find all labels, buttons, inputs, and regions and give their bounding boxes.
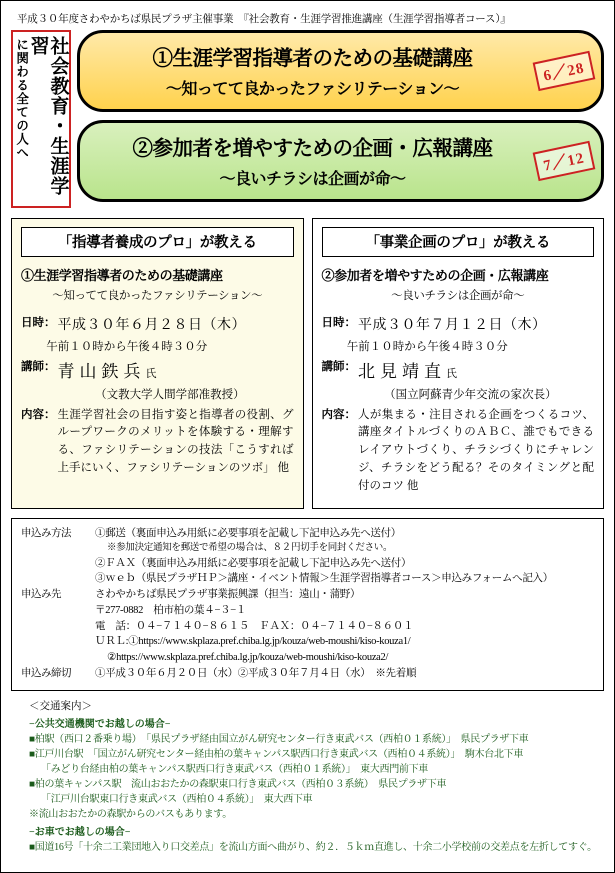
vertical-title-main: 社会教育・生涯学習: [27, 36, 69, 196]
course-1-content-label: 内容：: [21, 408, 56, 421]
banner-course-1: [77, 30, 604, 112]
course-1-date-label: 日時：: [21, 317, 56, 329]
banner-course-2: [77, 120, 604, 202]
course-detail-1: [11, 218, 304, 509]
apply-dest-tel: 電 話：０４−７１４０−８６１５ ＦＡＸ：０４−７１４０−８６０１: [95, 620, 414, 632]
course-1-lecturer-affil: （文教大学人間学部准教授）: [95, 388, 245, 401]
apply-method-label: 申込み方法: [21, 527, 71, 539]
banner-2-title: ②参加者を増やすための企画・広報講座: [132, 138, 493, 160]
course-2-date-value: 平成３０年７月１２日（木）: [358, 318, 547, 333]
apply-dest-org: さわやかちば県民プラザ事業振興課（担当：遠山・蒲野）: [95, 589, 361, 601]
access-public-head: −公共交通機関でお越しの場合−: [29, 719, 171, 731]
vertical-title-sub: に関わる全ての人へ: [14, 38, 29, 160]
application-box: [11, 518, 604, 691]
access-car-head: −お車でお越しの場合−: [29, 827, 131, 839]
course-2-content-text: 人が集まる・注目される企画をつくるコツ、講座タイトルづくりのＡＢＣ、誰でもできるレイアウトづくり、チラシづくりにチャレンジ、チラシをどう配る？そのタイミングと配付のコツ 他: [358, 408, 594, 492]
banner-1-date-stamp: 6／28: [533, 51, 595, 91]
course-2-subheading: 〜良いチラシは企画が命〜: [391, 290, 525, 302]
apply-spacer-2: [21, 556, 95, 572]
apply-method-note: ※参加決定通知を郵送で希望の場合は、８２円切手を同封ください。: [107, 543, 393, 554]
apply-spacer-3: [21, 571, 95, 587]
top-block: [11, 30, 604, 208]
banner-1-title: ①生涯学習指導者のための基礎講座: [152, 48, 473, 70]
course-1-time-row: [21, 339, 294, 357]
course-2-lecturer-suffix: 氏: [446, 367, 457, 380]
apply-method-1: ①郵送（裏面申込み用紙に必要事項を記載し下記申込み先へ送付）: [95, 527, 401, 539]
apply-url2-row: [21, 650, 594, 666]
course-2-lecturer-name: 北見靖直: [358, 361, 446, 381]
apply-method-note-row: [21, 541, 594, 555]
access-title: ＜交通案内＞: [29, 700, 92, 712]
access-car-item-1: ■国道16号「十余二工業団地入り口交差点」を流山方面へ曲がり、約２．５ｋｍ直進し、十余二小学校前の交差点を左折してすぐ。: [29, 842, 597, 854]
apply-dest-addr: 〒277-0882 柏市柏の葉４−３−１: [95, 604, 247, 616]
course-2-lecturer-affil: （国立阿蘇青少年交流の家次長）: [384, 388, 557, 401]
course-1-badge: 「指導者養成のプロ」が教える: [21, 227, 294, 257]
course-2-time-value: 午前１０時から午後４時３０分: [346, 340, 508, 353]
course-1-time-value: 午前１０時から午後４時３０分: [46, 340, 208, 353]
course-detail-2: [312, 218, 605, 509]
apply-spacer-6: [21, 634, 95, 650]
course-1-lecturer-row: [21, 359, 294, 385]
access-public-item-2: ■江戸川台駅 「国立がん研究センター経由柏の葉キャンパス駅西口行き東武バス（西柏０４系統）」 駒木台北下車: [29, 749, 524, 761]
apply-dest-row: [21, 587, 594, 603]
course-2-lecturer-label: 講師：: [321, 360, 356, 373]
vertical-title: [11, 30, 71, 208]
course-1-lecturer-name: 青山鉄兵: [57, 361, 146, 381]
apply-dest-url1[interactable]: ＵＲＬ:①https://www.skplaza.pref.chiba.lg.jp/kouza/web-moushi/kiso-kouza1/: [95, 636, 411, 648]
access-public-item-3: 「みどり台経由柏の葉キャンパス駅西口行き東武バス（西柏０１系統）」 東大西門前下車: [41, 764, 428, 776]
course-1-lecturer-label: 講師：: [21, 360, 56, 373]
course-2-badge: 「事業企画のプロ」が教える: [322, 227, 595, 257]
access-public-item-4: ■柏の葉キャンパス駅 流山おおたかの森駅東口行き東武バス（西柏０３系統） 県民プラザ下車: [29, 779, 447, 791]
apply-spacer-7: [21, 650, 95, 666]
apply-method-row-2: [21, 556, 594, 572]
course-2-date-row: [322, 315, 595, 337]
course-2-content-row: [322, 407, 595, 496]
course-1-subheading: 〜知ってて良かったファシリテーション〜: [52, 290, 263, 302]
apply-method-2: ②ＦＡＸ（裏面申込み用紙に必要事項を記載し下記申込み先へ送付）: [95, 557, 412, 569]
course-2-lecturer-row: [322, 359, 595, 385]
course-1-content-row: [21, 407, 294, 478]
header-line: 平成３０年度さわやかちば県民プラザ主催事業 『社会教育・生涯学習推進講座（生涯学習指導者コース）』: [17, 14, 511, 25]
apply-tel-row: [21, 619, 594, 635]
access-public-item-6: ※流山おおたかの森駅からのバスもあります。: [29, 809, 232, 821]
apply-url1-row: [21, 634, 594, 650]
apply-spacer-1: [21, 541, 95, 555]
course-1-affil-row: [21, 387, 294, 405]
course-2-heading: ②参加者を増やすための企画・広報講座: [321, 268, 549, 283]
apply-method-row-3: [21, 571, 594, 587]
apply-deadline-label: 申込み締切: [21, 667, 71, 679]
course-1-date-row: [21, 315, 294, 337]
banner-2-date-stamp: 7／12: [533, 141, 595, 181]
apply-method-row-1: [21, 526, 594, 542]
apply-method-3: ③ｗｅｂ（県民プラザＨＰ＞講座・イベント情報＞生涯学習指導者コース＞申込みフォームへ記入）: [95, 573, 553, 585]
apply-dest-label: 申込み先: [21, 589, 61, 601]
course-1-date-value: 平成３０年６月２８日（木）: [57, 318, 246, 333]
apply-deadline-value: ①平成３０年６月２０日（水）②平成３０年７月４日（水） ※先着順: [95, 667, 417, 679]
apply-spacer-4: [21, 603, 95, 619]
access-section: [11, 699, 604, 856]
banner-1-subtitle: 〜知ってて良かったファシリテーション〜: [165, 81, 460, 98]
course-1-lecturer-suffix: 氏: [145, 367, 157, 380]
access-public-item-1: ■柏駅（西口２番乗り場） 「県民プラザ経由国立がん研究センター行き東武バス（西柏０１系統）」 県民プラザ下車: [29, 734, 529, 746]
course-1-content-text: 生涯学習社会の目指す姿と指導者の役割、グループワークのメリットを体験する・理解する、ファシリテーションの技法「こうすれば上手にいく、ファシリテーションのツボ」 他: [57, 408, 294, 475]
course-2-date-label: 日時：: [321, 317, 356, 329]
access-public-item-5: 「江戸川台駅東口行き東武バス（西柏０４系統）」 東大西下車: [41, 794, 313, 806]
apply-dest-url2[interactable]: ②https://www.skplaza.pref.chiba.lg.jp/kouza/web-moushi/kiso-kouza2/: [107, 652, 389, 664]
apply-spacer-5: [21, 619, 95, 635]
course-detail-columns: [11, 218, 604, 509]
course-2-time-row: [322, 339, 595, 357]
course-2-content-label: 内容：: [321, 408, 356, 421]
apply-addr-row: [21, 603, 594, 619]
banner-2-subtitle: 〜良いチラシは企画が命〜: [219, 171, 406, 188]
course-1-heading: ①生涯学習指導者のための基礎講座: [21, 268, 223, 283]
course-2-affil-row: [322, 387, 595, 405]
banner-list: [77, 30, 604, 202]
apply-deadline-row: [21, 666, 594, 682]
